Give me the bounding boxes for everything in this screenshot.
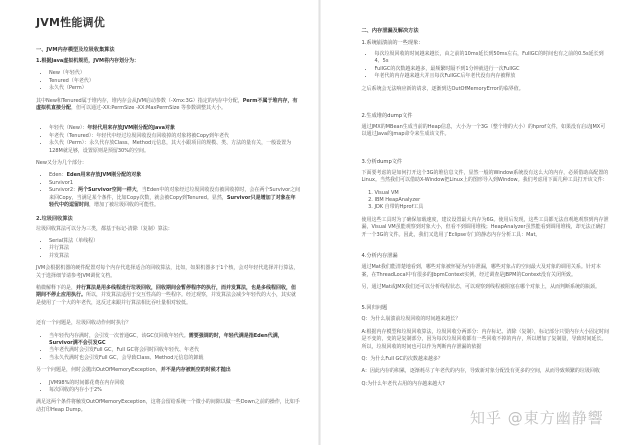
zhihu-watermark: 知乎 @東方幽静響 [470,409,604,427]
qa-heading: 5.回归问题 [361,305,388,312]
left-page [0,0,318,445]
list-item: • 当年轻代内存满时，会引发一次普通GC，该GC仅回收年轻代。需要强调的时，年轻代满是指Eden代满，Survivor满不会引发GC [49,333,300,348]
gc-paragraph-1: JVM会根据机器的硬件配置对每个内存代选择适合的回收算法，比如，如果机器多于1个核，会对年轻代选择并行算法，关于选择细节请参考JVM调优文档。 [36,265,299,279]
list-item: • 年轻代（New）：年轻代用来存放JVM刚分配的Java对象 [49,125,300,132]
list-item: • 并发算法 [49,253,300,260]
list-item: 2. IBM HeapAnalyzer [374,197,610,204]
tools-paragraph: 使用这些工具时为了确保加载速度，建议设置最大内存为6G。使用后发现，这些工具都无法直观地观察到内存泄漏，Visual VM虽能观察到对象大小，但看不到调用堆栈；HeapAnalyzer虽然能看到调用堆栈，却无法正确打开一个3G的文件。因此，我们又选用了Eclipse专门的静态内存分析工具：Mat。 [361,216,609,238]
oom-intro: 另一个问题是，何时会抛出OutOfMemoryException，并不是内存被耗空的时候才抛出 [36,367,231,374]
symptoms-list [361,51,610,81]
oom-paragraph: 满足这两个条件将触发OutOfMemoryException，这将会留给系统一个微小的间隙以做一些Down之前的操作，比如手动打印Heap Dump。 [36,399,300,413]
list-item: • 永久代（Perm） [49,85,300,92]
list-item: • FullGC的次数越来越多，最频繁时隔不到1分钟就进行一次FullGC [374,66,610,73]
list-item: • 并行算法 [49,245,300,252]
memory-areas-list [36,70,300,92]
list-item: • JVM98%的时间都花费在内存回收 [49,380,300,387]
answer: A：因此内存的积累，逐渐耗尽了年老代的内存，导致新对象分配没有更多的空间，从而导致频繁的垃圾回收 [361,368,600,375]
dump-heading: 2.生成堆的dump文件 [361,113,413,120]
page-title: JVM性能调优 [36,16,105,29]
analyze-heading: 3.分析dump文件 [361,158,403,165]
symptoms-after: 之后系统会无法响应新的请求，逐渐到达OutOfMemoryError的临界值。 [361,85,524,92]
list-item: • Survivor1 [49,180,300,187]
list-item: • 年老代的内存越来越大并且每次FullGC后年老代没有内存被释放 [374,73,610,80]
section-heading-memory-leak: 二、内存泄漏及解决方法 [361,28,419,34]
area-details-list [36,125,300,155]
answer: A:根据内存模型和垃圾回收算法，垃圾回收分两部分：内存标记、清除（复制），标记部分只要内存大小固定时间是不变的，变的是复制部分，因为每次垃圾回收都有一些回收不掉的内存，所以增加了复制量，导致时间延长。所以，垃圾回收的时间也可以作为判断内存泄漏的依据 [361,328,610,350]
dump-paragraph: 通过JMX的MBean生成当前的Heap信息，大小为一个3G（整个堆的大小）的hprof文件，如果没有启动JMX可以通过Java的jmap命令来生成该文件。 [361,124,606,138]
when-gc-list [36,333,300,363]
tools-list [361,190,610,212]
symptoms-intro: 1.系统崩溃前的一些现象： [361,40,424,46]
question: Q:为什么年老代占用的内存越来越大? [361,380,445,387]
list-item: • 年老代（Tenured）：年轻代中经过垃圾回收没有回收掉的对象将被Copy到年老代 [49,133,300,140]
leak-heading: 4.分析内存泄漏 [361,253,398,260]
gc-intro: 垃圾回收算法可以分为三类，都基于标记-清除（复制）算法： [36,225,173,232]
list-item: • 每次垃圾回收的时间越来越长，由之前的10ms延长到50ms左右，FullGC的时间也有之前的0.5s延长到4、5s [374,51,610,66]
list-item: • New（年轻代） [49,70,300,77]
question: Q：为什么崩溃前垃圾回收的时间越来越长？ [361,316,461,323]
list-item: • Tenured（年老代） [49,78,300,85]
analyze-paragraph: 下面要考虑的是如何打开这个3G的堆信息文件，显然一般的Window系统没有这么大的内存，必须借助高配置的Linux。当然我们可以借助X-Window把Linux上的图形导入到Window。我们考虑用下面几种工具打开该文件： [361,169,609,184]
leak-paragraph-1: 通过Mat我们能清楚地看到，哪些对象被怀疑为内存泄漏，哪些对象占的空间最大及对象的调用关系。针对本案，在ThreadLocal中有很多的JbpmContext实例，经过调查是JBPM的Context没有关闭所致。 [361,264,601,278]
heap-paragraph: 其中New和Tenured属于堆内存，堆内存会从JVM启动参数（-Xmx:3G）指定的内存中分配，Perm不属于堆内存，有虚拟机直接分配，但可以通过-XX:PermSize -XX:MaxPermSize 等参数调整其大小。 [36,97,298,112]
oom-conditions-list [36,380,300,395]
gc-algorithms-list [36,238,300,260]
list-item: • 当年老代满时会引发Full GC，Full GC将会同时回收年轻代、年老代 [49,347,300,354]
list-item: • 当永久代满时也会引发Full GC，会导致Class、Method元信息的卸载 [49,355,300,362]
list-item: • Serial算法（单线程） [49,238,300,245]
new-parts-list [36,172,300,209]
list-item: • Eden：Eden用来存放JVM刚分配的对象 [49,172,300,179]
list-item: 3. JDK 自带的Hprof工具 [374,204,610,211]
gc-algorithms-heading: 2.垃圾回收算法 [36,215,73,222]
gc-paragraph-2: 稍微解释下的是，并行算法是用多线程进行垃圾回收，回收期间会暂停程序的执行，而并发算法，也是多线程回收，但期间不停止应用执行。所以，并发算法适用于交互性高的一些程序。经过观察，并发算法会减少年轻代的大小，其实就是使用了一个大的年老代，这反过来跟并行算法相比吞吐量相对较低。 [36,284,297,306]
leak-paragraph-2: 另，通过Mat或JMX我们还可以分析线程状态，可以观察到线程被阻塞在哪个对象上，从而判断系统的瓶颈。 [361,283,601,290]
question: Q：为什么Full GC的次数越来越多？ [361,355,443,362]
new-split-intro: New又分为几个部分： [36,160,87,167]
list-item: • Survivor2：两个Survivor空间一样大，当Eden中的对象经过垃圾回收没有被回收掉时，会在两个Survivor之间来回Copy，当满足某个条件，比如Copy次数，就会被Copy到Tenured。显然，Survivor只是增加了对象在年轻代中的逗留时间，增加了被垃圾回收的可能性。 [49,187,300,209]
list-item: • 永久代（Perm）：永久代存放Class、Method元信息，其大小跟项目的规模、类、方法的量有关，一般设置为128M就足够，设置原则是预留30%的空间。 [49,140,300,155]
list-item: 1. Visual VM [374,190,610,197]
when-gc-intro: 还有一个问题是，垃圾回收动作何时执行？ [36,320,132,327]
section-heading-memory-model: 一、JVM内存模型及垃圾收集算法 [36,47,115,53]
memory-division-intro: 1.根据Java虚拟机规范，JVM将内存划分为： [36,58,139,64]
right-page [321,0,640,445]
list-item: • 每次回收的内存小于2% [49,387,300,394]
